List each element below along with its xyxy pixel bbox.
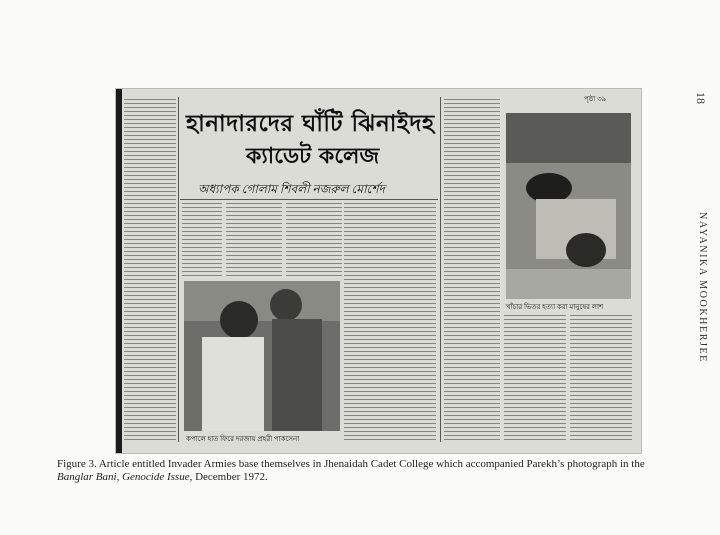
figure-caption-date: , December 1972.	[189, 471, 268, 483]
author-name: NAYANIKA MOOKHERJEE	[697, 212, 708, 363]
folio: পৃষ্ঠা ৩৯	[584, 95, 607, 103]
text-column-1	[124, 99, 176, 441]
newspaper-clipping	[115, 88, 642, 454]
text-column-2	[182, 203, 222, 279]
text-column-4	[286, 203, 342, 279]
text-column-6	[444, 99, 500, 441]
figure-caption-source: Banglar Bani, Genocide Issue	[57, 471, 190, 483]
photo-caption-left: কপালে হাত ফিরে দরজায় প্রহরী পাকসেনা	[186, 435, 300, 443]
headline-line-1: হানাদারদের ঘাঁটি ঝিনাইদহ	[186, 110, 435, 137]
headline-line-2: ক্যাডেট কলেজ	[246, 143, 380, 169]
byline: অধ্যাপক গোলাম শিবলী নজরুল মোর্শেদ	[198, 182, 385, 196]
figure-caption	[57, 458, 673, 484]
headline	[180, 105, 438, 177]
running-head	[694, 92, 720, 392]
photo-soldier-prisoner	[184, 281, 340, 431]
figure-caption-lead: Figure 3. Article entitled Invader Armies base themselves in Jhenaidah Cadet College which accompanied Parekh’s photograph in the	[57, 458, 645, 470]
page-number: 18	[694, 92, 708, 104]
text-column-7	[504, 315, 566, 441]
column-rule	[178, 97, 179, 442]
text-column-8	[570, 315, 632, 441]
column-rule	[440, 97, 441, 442]
text-column-5	[344, 203, 436, 441]
photo-caption-right: খাঁচার ভিতর হত্যা করা মানুষের লাশ	[506, 303, 604, 311]
binding-edge	[116, 89, 122, 453]
headline-rule	[180, 199, 438, 200]
photo-massacre-victims	[506, 113, 631, 299]
text-column-3	[226, 203, 282, 279]
